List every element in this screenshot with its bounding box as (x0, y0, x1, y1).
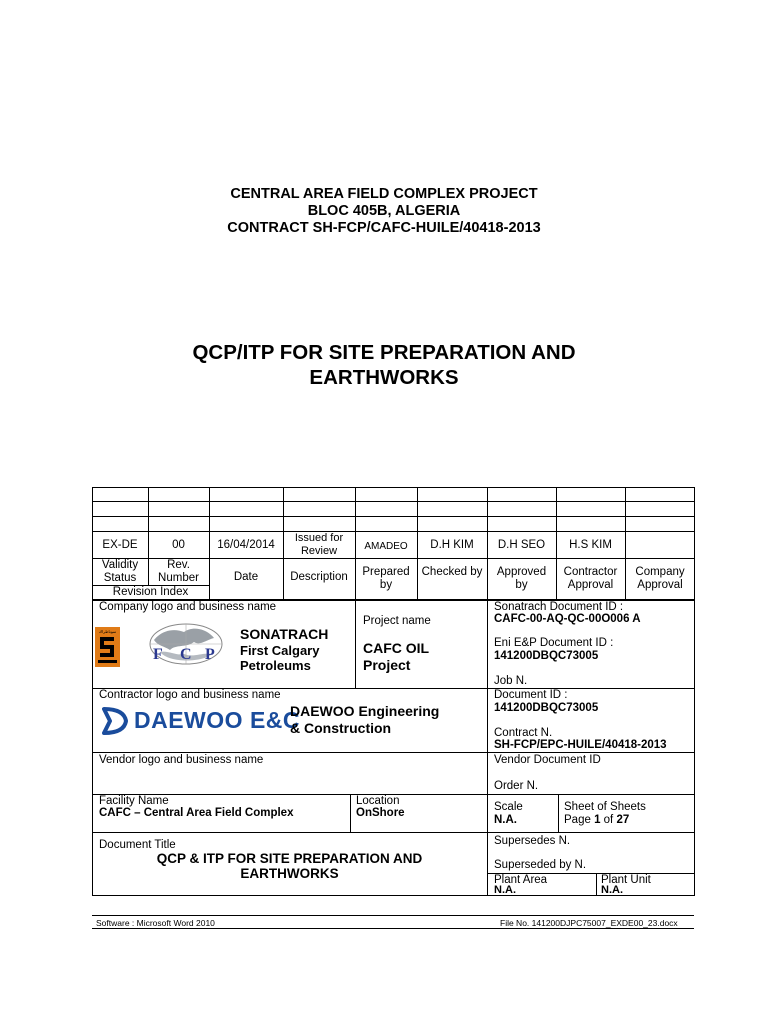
footer-rule-bottom (92, 928, 694, 929)
hdr-company: Company Approval (635, 566, 685, 591)
daewoo-logo-icon (102, 706, 130, 736)
header-line-3: CONTRACT SH-FCP/CAFC-HUILE/40418-2013 (227, 220, 541, 236)
contractor-name-line1: DAEWOO Engineering (290, 703, 440, 719)
sheet-value (564, 814, 629, 827)
rev-checked: D.H KIM (430, 539, 474, 551)
sheet-prefix: Page (564, 814, 595, 826)
hdr-validity: Validity Status (101, 559, 139, 584)
rev-number: 00 (172, 539, 185, 551)
eni-doc-label: Eni E&P Document ID : (494, 637, 614, 649)
superseded-label: Superseded by N. (494, 859, 587, 871)
doc-title-line2: EARTHWORKS (240, 866, 339, 881)
rev-prepared: AMADEO (364, 541, 408, 552)
rev-date: 16/04/2014 (217, 539, 275, 551)
rev-validity: EX-DE (102, 539, 138, 551)
daewoo-logo-text: DAEWOO E&C (134, 707, 300, 733)
footer-software: Software : Microsoft Word 2010 (96, 918, 215, 928)
project-name-label: Project name (363, 615, 431, 627)
facility-label: Facility Name (99, 795, 169, 807)
fcp-letter-p: P (205, 646, 215, 663)
vendor-logo-label: Vendor logo and business name (99, 754, 264, 766)
sheet-page: 1 (594, 814, 601, 826)
hdr-description: Description (290, 571, 348, 583)
title-line-1: QCP/ITP FOR SITE PREPARATION AND (192, 341, 576, 364)
plant-unit-value: N.A. (601, 884, 623, 896)
vendor-doc-label: Vendor Document ID (494, 754, 601, 766)
hdr-prepared: Prepared by (362, 566, 410, 591)
sonatrach-doc-label: Sonatrach Document ID : (494, 601, 624, 613)
document-title (0, 340, 768, 390)
contractor-name-line2: & Construction (290, 720, 392, 736)
hdr-checked: Checked by (421, 566, 483, 578)
hdr-rev: Rev. Number (158, 559, 199, 584)
sheet-label: Sheet of Sheets (564, 801, 646, 813)
document-id-label: Document ID : (494, 689, 568, 701)
hdr-contractor: Contractor Approval (563, 566, 618, 591)
contract-value: SH-FCP/EPC-HUILE/40418-2013 (494, 739, 667, 751)
document-id-value: 141200DBQC73005 (494, 702, 599, 714)
fcp-letter-c: C (180, 646, 192, 663)
sheet-of: of (600, 814, 617, 826)
rev-approved: D.H SEO (497, 539, 546, 551)
header-line-1: CENTRAL AREA FIELD COMPLEX PROJECT (230, 186, 538, 202)
contractor-logo-label: Contractor logo and business name (99, 689, 281, 701)
location-value: OnShore (356, 807, 405, 819)
project-name-line1: CAFC OIL (363, 640, 430, 656)
supersedes-label: Supersedes N. (494, 835, 571, 847)
sonatrach-logo-icon (95, 627, 120, 667)
hdr-revision-index: Revision Index (112, 586, 189, 598)
doc-title-line1: QCP & ITP FOR SITE PREPARATION AND (156, 851, 423, 866)
rev-contractor: H.S KIM (569, 539, 612, 551)
order-label: Order N. (494, 780, 539, 792)
rev-description: Issued for Review (294, 532, 344, 557)
sonatrach-doc-value: CAFC-00-AQ-QC-00O006 A (494, 613, 641, 625)
company-logo-label: Company logo and business name (99, 601, 277, 613)
eni-doc-value: 141200DBQC73005 (494, 650, 599, 662)
title-line-2: EARTHWORKS (309, 366, 459, 389)
fcp-letter-f: F (153, 646, 163, 663)
project-name-line2: Project (363, 657, 411, 673)
scale-label: Scale (494, 801, 523, 813)
footer-rule-top (92, 915, 694, 916)
company-name-sonatrach: SONATRACH (240, 626, 329, 642)
hdr-approved: Approved by (496, 566, 547, 591)
footer-file: File No. 141200DJPC75007_EXDE00_23.docx (500, 918, 678, 928)
hdr-date: Date (233, 571, 259, 583)
plant-unit-label: Plant Unit (601, 874, 651, 886)
company-name-line2: First Calgary (240, 643, 320, 658)
project-header (0, 186, 768, 237)
facility-value: CAFC – Central Area Field Complex (99, 807, 294, 819)
job-label: Job N. (494, 675, 528, 687)
sheet-total: 27 (616, 814, 630, 826)
scale-value: N.A. (494, 814, 517, 826)
plant-area-value: N.A. (494, 884, 516, 896)
contract-label: Contract N. (494, 727, 553, 739)
location-label: Location (356, 795, 400, 807)
header-line-2: BLOC 405B, ALGERIA (307, 203, 461, 219)
doc-title-label: Document Title (99, 839, 176, 851)
company-name-line3: Petroleums (240, 658, 311, 673)
plant-area-label: Plant Area (494, 874, 548, 886)
svg-text:سوناطراك: سوناطراك (98, 629, 117, 634)
